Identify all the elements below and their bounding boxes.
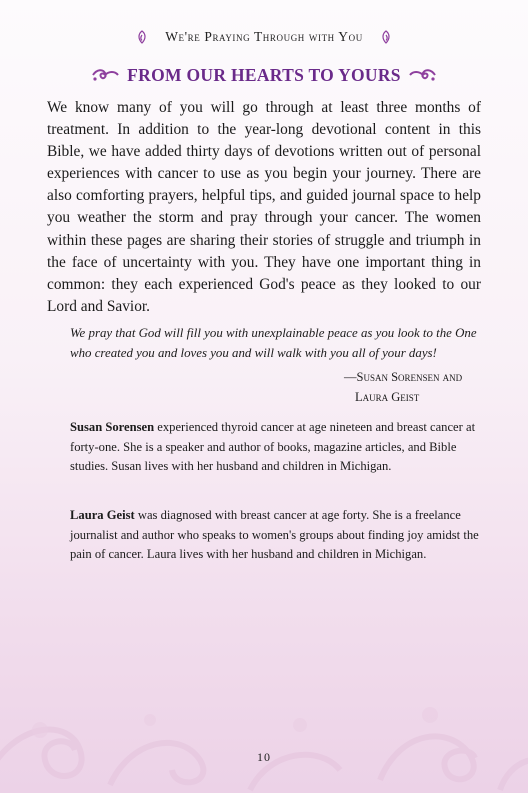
running-title: We're Praying Through with You bbox=[165, 29, 363, 44]
scroll-flourish-icon bbox=[91, 67, 119, 83]
author-name: Laura Geist bbox=[70, 508, 135, 522]
running-header bbox=[0, 29, 528, 45]
fleuron-icon bbox=[137, 30, 147, 44]
fleuron-icon bbox=[381, 30, 391, 44]
author-bio-laura bbox=[70, 506, 481, 565]
section-title-row bbox=[0, 65, 528, 86]
prayer-quote: We pray that God will fill you with unexplainable peace as you look to the One who created you and loves you and will walk with you all of your days! bbox=[70, 326, 477, 360]
section-title: FROM OUR HEARTS TO YOURS bbox=[127, 65, 401, 85]
page-number: 10 bbox=[257, 750, 271, 764]
intro-paragraph: We know many of you will go through at least three months of treatment. In addition to the year-long devotional content in this Bible, we have added thirty days of devotions written out of personal experiences with cancer to use as you begin your journey. There are also comforting prayers, helpful tips, and guided journal space to help you weather the storm and pray through your cancer. The women within these pages are sharing their stories of struggle and triumph in the face of uncertainty with you. They have one important thing in common: they each experienced God's peace as they looked to our Lord and Savior. bbox=[47, 99, 481, 315]
prayer-signature bbox=[344, 367, 494, 407]
author-name: Susan Sorensen bbox=[70, 420, 155, 434]
author-bio-susan bbox=[70, 418, 481, 477]
author-bio-text: was diagnosed with breast cancer at age forty. She is a freelance journalist and author who speaks to women's groups about finding joy amidst the pain of cancer. Laura lives with her husband and children in Michigan. bbox=[70, 508, 479, 561]
signature-line-2: Laura Geist bbox=[355, 390, 420, 404]
scroll-flourish-icon bbox=[409, 67, 437, 83]
author-bio-text: experienced thyroid cancer at age nineteen and breast cancer at forty-one. She is a speaker and author of books, magazine articles, and Bible studies. Susan lives with her husband and children in Michigan. bbox=[70, 420, 476, 473]
background-flourish-pattern bbox=[0, 690, 528, 793]
signature-line-1: —Susan Sorensen and bbox=[344, 370, 463, 384]
